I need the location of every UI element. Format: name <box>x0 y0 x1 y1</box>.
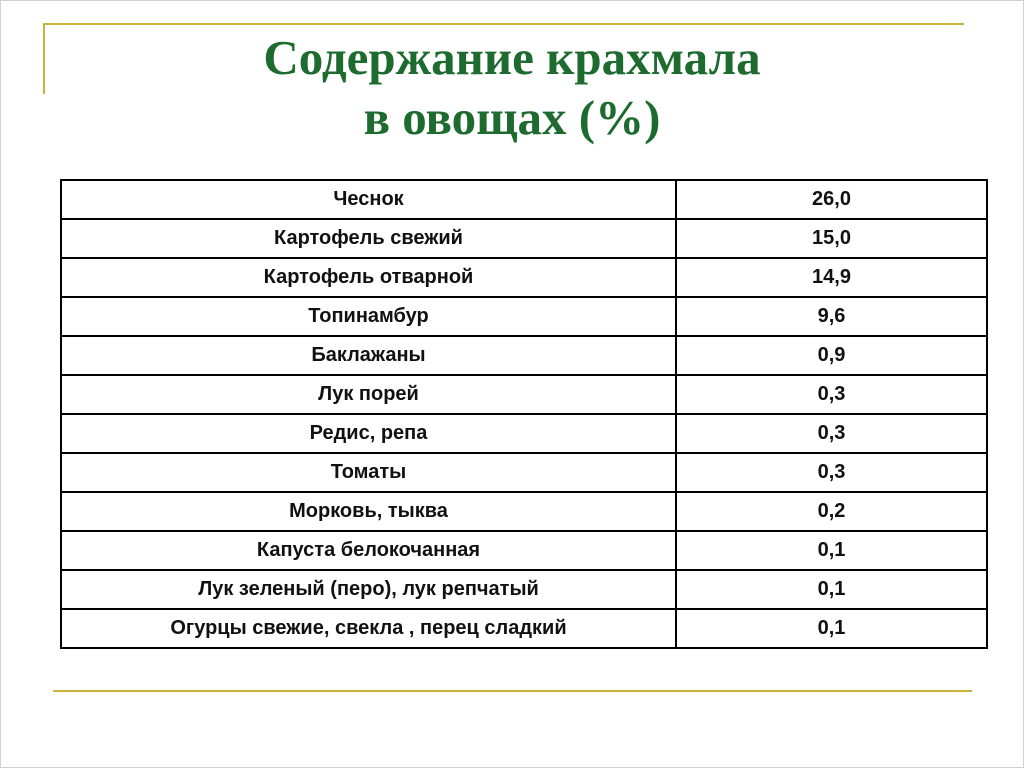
starch-value-cell: 9,6 <box>676 297 987 336</box>
table-row <box>61 609 987 648</box>
starch-value-cell: 15,0 <box>676 219 987 258</box>
table-row <box>61 492 987 531</box>
vegetable-name-cell: Топинамбур <box>61 297 676 336</box>
table-row <box>61 219 987 258</box>
starch-value-cell: 0,1 <box>676 570 987 609</box>
table-row <box>61 453 987 492</box>
table-row <box>61 531 987 570</box>
starch-table <box>60 179 988 649</box>
starch-value-cell: 0,3 <box>676 375 987 414</box>
vegetable-name-cell: Морковь, тыква <box>61 492 676 531</box>
vegetable-name-cell: Картофель отварной <box>61 258 676 297</box>
vegetable-name-cell: Лук зеленый (перо), лук репчатый <box>61 570 676 609</box>
table-row <box>61 414 987 453</box>
title-line-1: Содержание крахмала <box>263 30 761 85</box>
vegetable-name-cell: Редис, репа <box>61 414 676 453</box>
table-row <box>61 336 987 375</box>
starch-value-cell: 0,9 <box>676 336 987 375</box>
vegetable-name-cell: Капуста белокочанная <box>61 531 676 570</box>
accent-line-bottom <box>53 690 972 692</box>
starch-value-cell: 0,1 <box>676 609 987 648</box>
vegetable-name-cell: Чеснок <box>61 180 676 219</box>
slide-title <box>0 28 1024 148</box>
vegetable-name-cell: Картофель свежий <box>61 219 676 258</box>
starch-value-cell: 0,1 <box>676 531 987 570</box>
vegetable-name-cell: Томаты <box>61 453 676 492</box>
starch-value-cell: 14,9 <box>676 258 987 297</box>
vegetable-name-cell: Огурцы свежие, свекла , перец сладкий <box>61 609 676 648</box>
vegetable-name-cell: Лук порей <box>61 375 676 414</box>
starch-value-cell: 26,0 <box>676 180 987 219</box>
starch-value-cell: 0,3 <box>676 453 987 492</box>
vegetable-name-cell: Баклажаны <box>61 336 676 375</box>
table-row <box>61 258 987 297</box>
table-row <box>61 297 987 336</box>
title-line-2: в овощах (%) <box>363 90 661 145</box>
accent-line-top <box>43 23 964 25</box>
table-row <box>61 375 987 414</box>
table-row <box>61 570 987 609</box>
starch-value-cell: 0,3 <box>676 414 987 453</box>
table-row <box>61 180 987 219</box>
starch-value-cell: 0,2 <box>676 492 987 531</box>
